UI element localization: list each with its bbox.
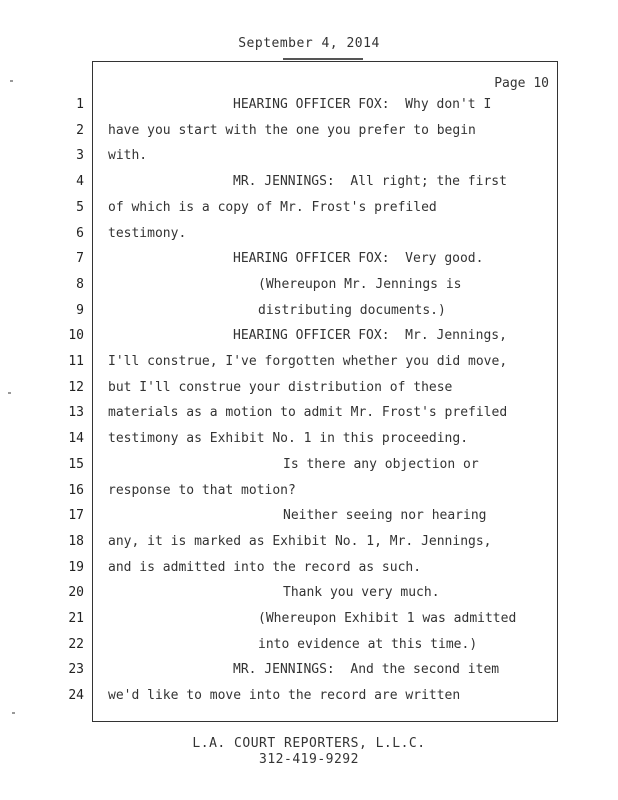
transcript-line: testimony as Exhibit No. 1 in this proceeding. bbox=[108, 431, 469, 447]
transcript-line: and is admitted into the record as such. bbox=[108, 559, 422, 575]
transcript-line: I'll construe, I've forgotten whether you did move, bbox=[108, 354, 508, 369]
line-number: 19 bbox=[68, 559, 84, 575]
transcript-line: response to that motion? bbox=[108, 482, 296, 498]
transcript-line: (Whereupon Mr. Jennings is bbox=[258, 276, 462, 292]
transcript-line: Neither seeing nor hearing bbox=[283, 508, 487, 524]
line-number: 7 bbox=[76, 251, 84, 267]
line-number: 5 bbox=[76, 199, 84, 215]
transcript-line: with. bbox=[108, 148, 148, 164]
line-number: 23 bbox=[68, 662, 84, 678]
line-number: 21 bbox=[68, 611, 84, 626]
line-number: 12 bbox=[68, 379, 84, 395]
transcript-line: into evidence at this time.) bbox=[258, 636, 478, 652]
page-number: Page 10 bbox=[494, 76, 549, 91]
line-number: 17 bbox=[68, 508, 84, 524]
line-number: 10 bbox=[68, 328, 84, 344]
transcript-line: MR. JENNINGS: And the second item bbox=[233, 662, 500, 678]
line-number: 9 bbox=[76, 302, 84, 318]
reporter-phone: 312-419-9292 bbox=[259, 752, 359, 767]
transcript-line: HEARING OFFICER FOX: Why don't I bbox=[233, 97, 492, 112]
transcript-line: Is there any objection or bbox=[283, 456, 479, 472]
line-number: 2 bbox=[76, 122, 84, 138]
transcript-line: HEARING OFFICER FOX: Mr. Jennings, bbox=[233, 328, 507, 344]
line-number: 15 bbox=[68, 456, 84, 472]
transcript-line: testimony. bbox=[108, 225, 187, 241]
line-number: 3 bbox=[76, 148, 84, 164]
transcript-date: September 4, 2014 bbox=[238, 36, 380, 51]
transcript-line: MR. JENNINGS: All right; the first bbox=[233, 174, 507, 190]
line-number: 11 bbox=[68, 354, 84, 369]
reporter-company: L.A. COURT REPORTERS, L.L.C. bbox=[192, 736, 426, 751]
line-number: 6 bbox=[76, 225, 84, 241]
line-number: 8 bbox=[76, 276, 84, 292]
scan-speck bbox=[12, 712, 15, 714]
transcript-line: materials as a motion to admit Mr. Frost's prefiled bbox=[108, 405, 508, 421]
line-number: 13 bbox=[68, 405, 84, 421]
transcript-line: we'd like to move into the record are written bbox=[108, 688, 461, 704]
transcript-line: but I'll construe your distribution of these bbox=[108, 379, 453, 395]
line-number: 22 bbox=[68, 636, 84, 652]
line-number: 1 bbox=[76, 97, 84, 112]
transcript-line: HEARING OFFICER FOX: Very good. bbox=[233, 251, 484, 267]
scan-speck bbox=[10, 80, 13, 82]
line-number: 20 bbox=[68, 585, 84, 601]
line-number: 18 bbox=[68, 533, 84, 549]
transcript-line: (Whereupon Exhibit 1 was admitted bbox=[258, 611, 517, 626]
scan-speck bbox=[8, 392, 11, 394]
line-number: 14 bbox=[68, 431, 84, 447]
transcript-line: distributing documents.) bbox=[258, 302, 446, 318]
transcript-line: any, it is marked as Exhibit No. 1, Mr. Jennings, bbox=[108, 533, 492, 549]
transcript-line: of which is a copy of Mr. Frost's prefiled bbox=[108, 199, 437, 215]
transcript-line: have you start with the one you prefer to begin bbox=[108, 122, 476, 138]
line-number: 4 bbox=[76, 174, 84, 190]
transcript-line: Thank you very much. bbox=[283, 585, 440, 601]
line-number: 16 bbox=[68, 482, 84, 498]
header-rule bbox=[283, 58, 363, 60]
line-number: 24 bbox=[68, 688, 84, 704]
